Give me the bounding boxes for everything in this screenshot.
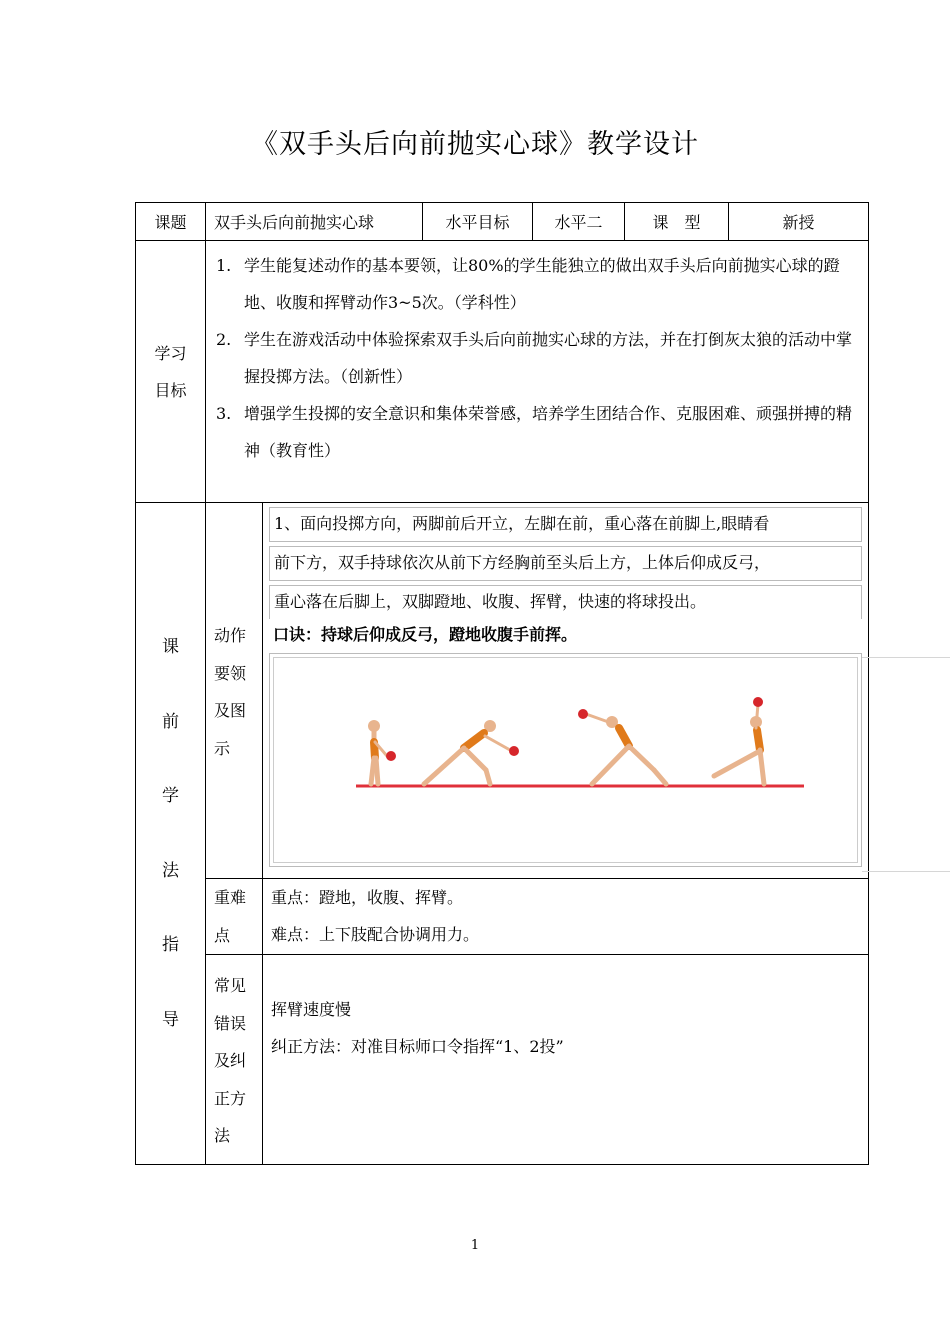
errors-content bbox=[263, 955, 869, 1165]
action-content bbox=[263, 503, 869, 879]
header-row bbox=[136, 203, 869, 241]
type-label: 课 型 bbox=[625, 203, 729, 241]
action-label: 动作 要领 及图 示 bbox=[206, 503, 263, 879]
level-label: 水平目标 bbox=[423, 203, 533, 241]
topic-value: 双手头后向前抛实心球 bbox=[206, 203, 423, 241]
stray-rule bbox=[862, 657, 950, 658]
athlete-pose-2 bbox=[424, 720, 519, 784]
page-title: 《双手头后向前抛实心球》教学设计 bbox=[251, 129, 699, 160]
stray-rule bbox=[862, 871, 950, 872]
action-step: 1、面向投掷方向，两脚前后开立，左脚在前，重心落在前脚上,眼睛看 bbox=[269, 507, 862, 542]
errors-row bbox=[136, 955, 869, 1165]
level-value: 水平二 bbox=[533, 203, 625, 241]
objectives-content bbox=[206, 241, 869, 503]
objective-item: 1. 学生能复述动作的基本要领，让80%的学生能独立的做出双手头后向前抛实心球的蹬地、收腹和挥臂动作3~5次。（学科性） bbox=[216, 256, 840, 312]
objective-item: 2. 学生在游戏活动中体验探索双手头后向前抛实心球的方法，并在打倒灰太狼的活动中掌握投掷方法。（创新性） bbox=[216, 330, 853, 386]
guidance-side-label: 课 前 学 法 指 导 bbox=[136, 503, 206, 1165]
key-points-label: 重难 点 bbox=[206, 879, 263, 955]
action-row bbox=[136, 503, 869, 879]
objectives-label: 学习 目标 bbox=[136, 241, 206, 503]
correction-method: 纠正方法：对准目标师口令指挥“1、2投” bbox=[271, 1037, 564, 1056]
action-figure-frame bbox=[269, 653, 862, 867]
page-number: 1 bbox=[470, 1238, 480, 1253]
topic-label: 课题 bbox=[136, 203, 206, 241]
lesson-plan-table bbox=[135, 202, 869, 1165]
action-step: 重心落在后脚上，双脚蹬地、收腹、挥臂，快速的将球投出。 bbox=[269, 585, 862, 619]
type-value: 新授 bbox=[729, 203, 869, 241]
difficulty-point: 难点：上下肢配合协调用力。 bbox=[271, 925, 480, 944]
throwing-sequence-figure bbox=[274, 658, 858, 862]
athlete-pose-4 bbox=[714, 697, 764, 784]
objective-item: 3. 增强学生投掷的安全意识和集体荣誉感，培养学生团结合作、克服困难、顽强拼搏的精神（教育性） bbox=[216, 404, 853, 460]
mnemonic: 口诀：持球后仰成反弓，蹬地收腹手前挥。 bbox=[273, 625, 578, 644]
action-step: 前下方，双手持球依次从前下方经胸前至头后上方，上体后仰成反弓， bbox=[269, 546, 862, 581]
key-points-row bbox=[136, 879, 869, 955]
common-error: 挥臂速度慢 bbox=[271, 1000, 352, 1019]
objectives-row bbox=[136, 241, 869, 503]
athlete-pose-3 bbox=[578, 709, 666, 784]
athlete-pose-1 bbox=[368, 720, 396, 784]
key-points-content bbox=[263, 879, 869, 955]
key-point: 重点：蹬地，收腹、挥臂。 bbox=[271, 888, 464, 907]
errors-label: 常见 错误 及纠 正方 法 bbox=[206, 955, 263, 1165]
